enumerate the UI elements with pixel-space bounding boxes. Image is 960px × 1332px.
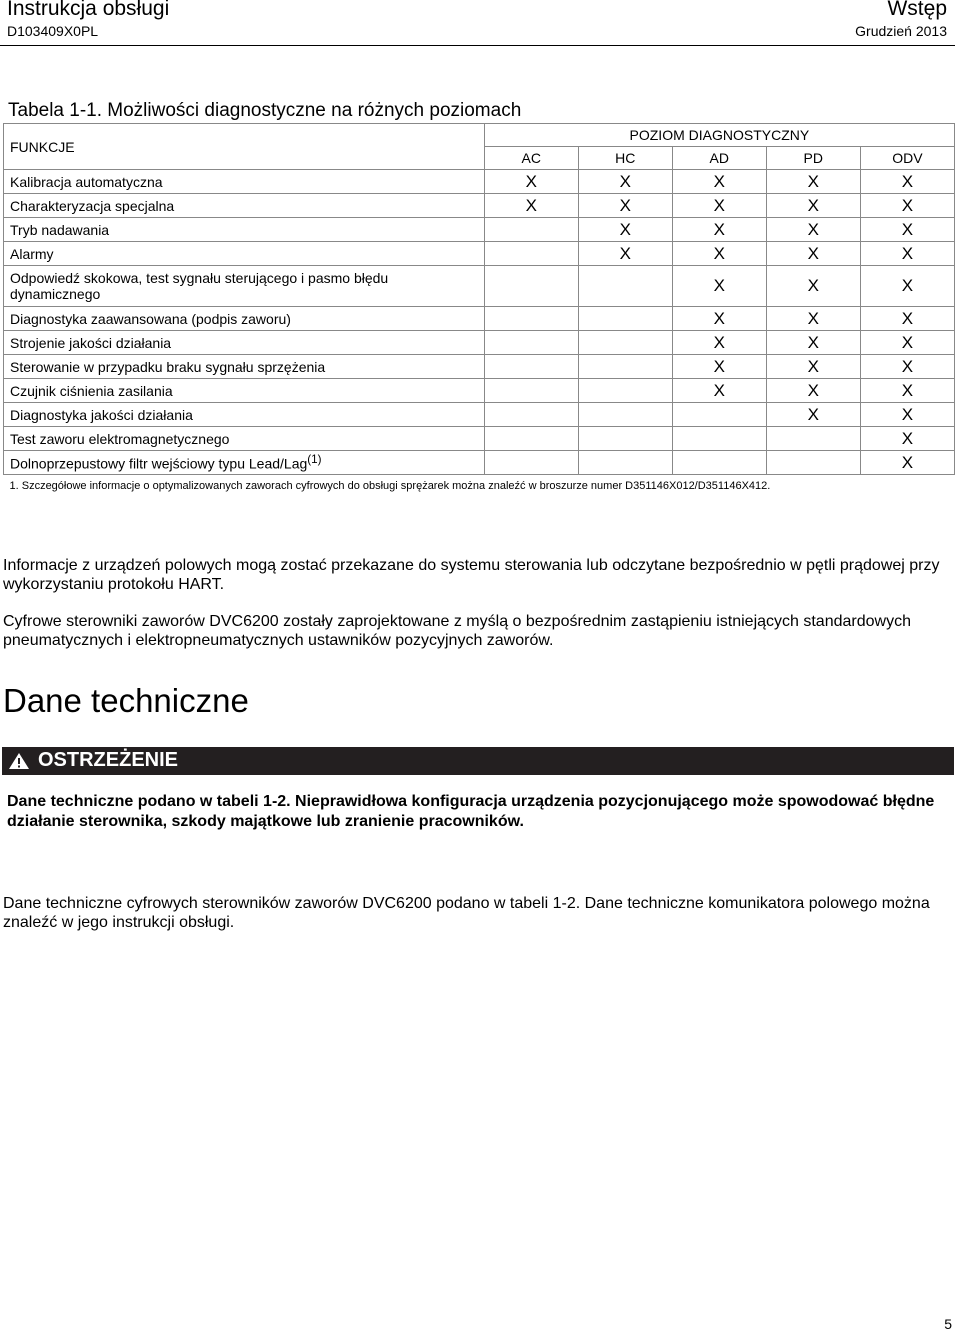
table-row xyxy=(4,170,955,194)
table-row xyxy=(4,242,955,266)
table-row xyxy=(4,266,955,307)
level-mark: X xyxy=(860,331,954,355)
table-row xyxy=(4,194,955,218)
function-label xyxy=(4,403,485,427)
paragraph-dvc6200: Cyfrowe sterowniki zaworów DVC6200 zostały zaprojektowane z myślą o bezpośrednim zastąpieniu istniejących standardowych pneumatycznych i elektropneumatycznych ustawników pozycyjnych zaworów. xyxy=(3,613,911,649)
page-header xyxy=(0,0,955,46)
function-label xyxy=(4,307,485,331)
table-row xyxy=(4,427,955,451)
function-label xyxy=(4,427,485,451)
level-mark xyxy=(578,427,672,451)
level-mark xyxy=(672,403,766,427)
level-mark xyxy=(578,307,672,331)
level-mark xyxy=(578,355,672,379)
table-row xyxy=(4,451,955,475)
table-row xyxy=(4,331,955,355)
functions-header: FUNKCJE xyxy=(4,124,485,170)
warning-label: OSTRZEŻENIE xyxy=(38,749,179,771)
level-mark: X xyxy=(672,194,766,218)
level-mark: X xyxy=(860,242,954,266)
level-mark: X xyxy=(672,307,766,331)
header-rule xyxy=(0,45,955,46)
level-mark: X xyxy=(766,355,860,379)
level-mark: X xyxy=(766,194,860,218)
table-caption: Tabela 1-1. Możliwości diagnostyczne na różnych poziomach xyxy=(8,100,522,121)
function-label xyxy=(4,331,485,355)
level-mark xyxy=(578,451,672,475)
function-label-text: Sterowanie w przypadku braku sygnału sprzężenia xyxy=(10,358,326,375)
table-row xyxy=(4,218,955,242)
level-mark: X xyxy=(860,266,954,307)
function-label-text: Test zaworu elektromagnetycznego xyxy=(10,430,230,447)
level-mark: X xyxy=(672,170,766,194)
level-mark: X xyxy=(766,170,860,194)
level-mark: X xyxy=(860,218,954,242)
table-row xyxy=(4,379,955,403)
level-mark: X xyxy=(860,355,954,379)
level-mark xyxy=(484,355,578,379)
table-row xyxy=(4,307,955,331)
warning-triangle-icon xyxy=(8,752,30,770)
level-mark xyxy=(578,379,672,403)
warning-text: Dane techniczne podano w tabeli 1-2. Nieprawidłowa konfiguracja urządzenia pozycjonującego może spowodować błędne działanie sterownika, szkody majątkowe lub zranienie pracowników. xyxy=(7,793,935,830)
function-label-text: Tryb nadawania xyxy=(10,221,110,238)
function-label-text: Kalibracja automatyczna xyxy=(10,173,163,190)
level-mark: X xyxy=(766,218,860,242)
level-mark: X xyxy=(860,403,954,427)
level-mark: X xyxy=(484,194,578,218)
level-mark: X xyxy=(766,307,860,331)
level-mark: X xyxy=(766,242,860,266)
document-date: Grudzień 2013 xyxy=(855,23,947,39)
level-mark xyxy=(578,331,672,355)
function-label xyxy=(4,451,485,475)
level-mark xyxy=(672,427,766,451)
level-mark: X xyxy=(672,331,766,355)
level-mark: X xyxy=(578,194,672,218)
level-mark xyxy=(578,266,672,307)
level-mark xyxy=(484,242,578,266)
function-label xyxy=(4,170,485,194)
level-mark xyxy=(484,218,578,242)
level-mark: X xyxy=(578,218,672,242)
level-mark xyxy=(766,451,860,475)
level-mark: X xyxy=(860,307,954,331)
section-name: Wstęp xyxy=(887,0,947,20)
paragraph-hart: Informacje z urządzeń polowych mogą zostać przekazane do systemu sterowania lub odczytane bezpośrednio w pętli prądowej przy wykorzystaniu protokołu HART. xyxy=(3,557,940,593)
level-mark: X xyxy=(578,242,672,266)
column-header: AD xyxy=(672,147,766,170)
function-label-text: Strojenie jakości działania xyxy=(10,334,172,351)
level-mark xyxy=(484,379,578,403)
level-mark: X xyxy=(672,379,766,403)
document-code: D103409X0PL xyxy=(7,23,99,39)
page-number: 5 xyxy=(944,1316,952,1332)
column-header: ODV xyxy=(860,147,954,170)
function-label xyxy=(4,194,485,218)
table-row xyxy=(4,355,955,379)
level-mark xyxy=(578,403,672,427)
table-row xyxy=(4,403,955,427)
function-label-text: Odpowiedź skokowa, test sygnału sterującego i pasmo błędu dynamicznego xyxy=(10,270,389,302)
paragraph-specifications: Dane techniczne cyfrowych sterowników zaworów DVC6200 podano w tabeli 1-2. Dane techniczne komunikatora polowego można znaleźć w jego instrukcji obsługi. xyxy=(3,895,930,931)
level-mark: X xyxy=(766,403,860,427)
column-header: PD xyxy=(766,147,860,170)
level-mark: X xyxy=(860,194,954,218)
function-label xyxy=(4,379,485,403)
column-header: HC xyxy=(578,147,672,170)
function-label xyxy=(4,266,485,307)
level-mark xyxy=(484,266,578,307)
level-mark xyxy=(484,451,578,475)
level-mark: X xyxy=(766,266,860,307)
level-mark: X xyxy=(860,170,954,194)
function-label-text: Charakteryzacja specjalna xyxy=(10,197,175,214)
column-header: AC xyxy=(484,147,578,170)
section-heading: Dane techniczne xyxy=(3,682,249,719)
level-mark: X xyxy=(766,379,860,403)
level-mark: X xyxy=(578,170,672,194)
level-mark xyxy=(766,427,860,451)
warning-banner xyxy=(2,747,954,775)
level-mark: X xyxy=(672,218,766,242)
function-label-text: Czujnik ciśnienia zasilania xyxy=(10,382,173,399)
function-label xyxy=(4,218,485,242)
level-mark: X xyxy=(860,427,954,451)
function-label xyxy=(4,355,485,379)
manual-title: Instrukcja obsługi xyxy=(7,0,170,20)
footnote-ref: (1) xyxy=(307,453,322,467)
level-mark: X xyxy=(672,266,766,307)
level-mark: X xyxy=(672,355,766,379)
level-mark xyxy=(672,451,766,475)
function-label-text: Dolnoprzepustowy filtr wejściowy typu Lead/Lag xyxy=(10,455,308,472)
function-label-text: Alarmy xyxy=(10,245,54,262)
level-mark: X xyxy=(672,242,766,266)
level-mark xyxy=(484,427,578,451)
level-mark: X xyxy=(860,451,954,475)
diagnostic-level-header: POZIOM DIAGNOSTYCZNY xyxy=(484,124,954,147)
level-mark: X xyxy=(860,379,954,403)
level-mark xyxy=(484,403,578,427)
level-mark: X xyxy=(484,170,578,194)
function-label xyxy=(4,242,485,266)
diagnostic-levels-table xyxy=(3,123,955,495)
function-label-text: Diagnostyka zaawansowana (podpis zaworu) xyxy=(10,310,291,327)
level-mark: X xyxy=(766,331,860,355)
function-label-text: Diagnostyka jakości działania xyxy=(10,406,193,423)
level-mark xyxy=(484,331,578,355)
level-mark xyxy=(484,307,578,331)
table-footnote: 1. Szczegółowe informacje o optymalizowanych zaworach cyfrowych do obsługi sprężarek można znaleźć w broszurze numer D351146X012/D351146X412. xyxy=(9,480,771,492)
